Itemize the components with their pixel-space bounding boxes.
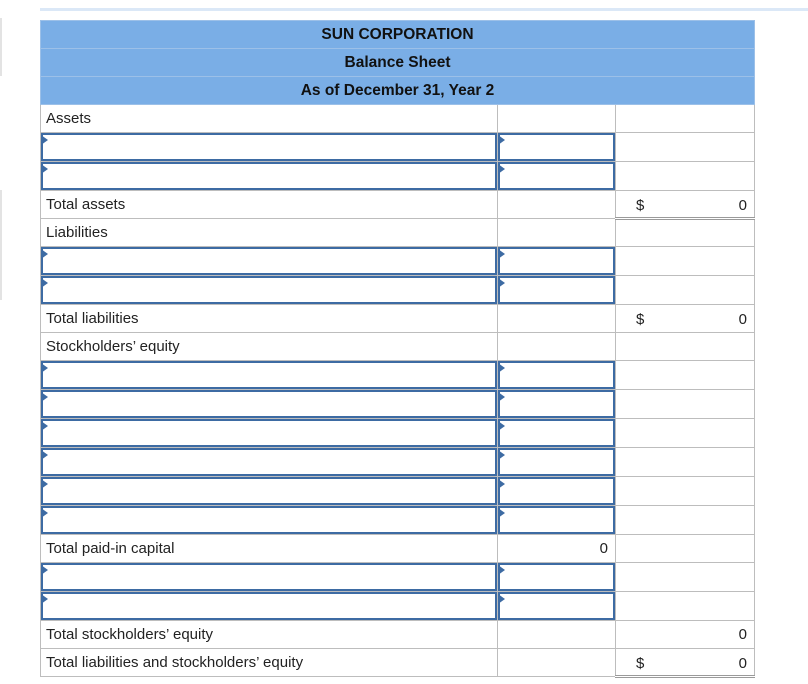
paid-in-input-row: [41, 506, 755, 535]
liability-label-input[interactable]: [41, 276, 497, 304]
empty-cell: [616, 592, 755, 621]
dropdown-marker-icon: [41, 565, 48, 575]
equity-label-input[interactable]: [41, 563, 497, 591]
empty-cell: [616, 133, 755, 162]
paid-in-input-row: [41, 361, 755, 390]
asset-label-input[interactable]: [41, 162, 497, 190]
asset-amount-input[interactable]: [498, 133, 615, 161]
empty-cell: [616, 276, 755, 305]
total-equity-row: [41, 621, 755, 649]
statement-date: As of December 31, Year 2: [41, 77, 755, 105]
header-row: [41, 49, 755, 77]
paid-in-amount-input[interactable]: [498, 419, 615, 447]
total-equity-value: 0: [616, 621, 755, 649]
asset-amount-input[interactable]: [498, 162, 615, 190]
total-liab-equity-amount: [616, 649, 755, 677]
total-liabilities-amount: [616, 305, 755, 333]
paid-in-label-input[interactable]: [41, 506, 497, 534]
asset-input-row: [41, 162, 755, 191]
statement-title: Balance Sheet: [41, 49, 755, 77]
paid-in-amount-input[interactable]: [498, 361, 615, 389]
total-liabilities-row: [41, 305, 755, 333]
dropdown-marker-icon: [41, 278, 48, 288]
section-row: [41, 105, 755, 133]
equity-amount-input[interactable]: [498, 592, 615, 620]
empty-cell: [616, 361, 755, 390]
paid-in-input-row: [41, 390, 755, 419]
dropdown-marker-icon: [498, 392, 505, 402]
empty-cell: [616, 247, 755, 276]
total-assets-label: Total assets: [41, 191, 498, 219]
dropdown-marker-icon: [498, 164, 505, 174]
paid-in-amount-input[interactable]: [498, 448, 615, 476]
total-liabilities-label: Total liabilities: [41, 305, 498, 333]
section-row: [41, 333, 755, 361]
empty-cell: [616, 448, 755, 477]
empty-cell: [498, 305, 616, 333]
empty-cell: [616, 535, 755, 563]
empty-cell: [498, 191, 616, 219]
currency-symbol: $: [636, 655, 645, 672]
total-equity-label: Total stockholders’ equity: [41, 621, 498, 649]
paid-in-label-input[interactable]: [41, 477, 497, 505]
dropdown-marker-icon: [498, 508, 505, 518]
paid-in-amount-input[interactable]: [498, 477, 615, 505]
equity-label-input[interactable]: [41, 592, 497, 620]
empty-cell: [616, 105, 755, 133]
balance-sheet-table: [40, 20, 755, 678]
asset-label-input[interactable]: [41, 133, 497, 161]
total-liab-equity-value: 0: [738, 655, 747, 672]
empty-cell: [616, 333, 755, 361]
left-edge-mark: [0, 190, 2, 300]
header-row: [41, 77, 755, 105]
liabilities-heading: Liabilities: [41, 219, 498, 247]
dropdown-marker-icon: [498, 479, 505, 489]
dropdown-marker-icon: [41, 135, 48, 145]
dropdown-marker-icon: [41, 164, 48, 174]
paid-in-amount-input[interactable]: [498, 506, 615, 534]
dropdown-marker-icon: [498, 249, 505, 259]
top-divider: [40, 8, 808, 11]
total-paid-in-label: Total paid-in capital: [41, 535, 498, 563]
total-liab-equity-row: [41, 649, 755, 677]
dropdown-marker-icon: [41, 508, 48, 518]
dropdown-marker-icon: [41, 392, 48, 402]
total-liab-equity-label: Total liabilities and stockholders’ equity: [41, 649, 498, 677]
paid-in-input-row: [41, 477, 755, 506]
dropdown-marker-icon: [41, 363, 48, 373]
paid-in-amount-input[interactable]: [498, 390, 615, 418]
total-assets-row: [41, 191, 755, 219]
dropdown-marker-icon: [498, 278, 505, 288]
empty-cell: [616, 419, 755, 448]
empty-cell: [616, 390, 755, 419]
liability-amount-input[interactable]: [498, 247, 615, 275]
header-row: [41, 21, 755, 49]
other-equity-input-row: [41, 592, 755, 621]
empty-cell: [616, 219, 755, 247]
paid-in-label-input[interactable]: [41, 448, 497, 476]
total-assets-value: 0: [738, 197, 747, 214]
dropdown-marker-icon: [41, 421, 48, 431]
empty-cell: [498, 621, 616, 649]
liability-amount-input[interactable]: [498, 276, 615, 304]
empty-cell: [498, 333, 616, 361]
currency-symbol: $: [636, 197, 645, 214]
equity-heading: Stockholders’ equity: [41, 333, 498, 361]
asset-input-row: [41, 133, 755, 162]
liability-input-row: [41, 247, 755, 276]
other-equity-input-row: [41, 563, 755, 592]
paid-in-label-input[interactable]: [41, 419, 497, 447]
empty-cell: [616, 162, 755, 191]
currency-symbol: $: [636, 311, 645, 328]
dropdown-marker-icon: [498, 421, 505, 431]
total-paid-in-value: 0: [498, 535, 616, 563]
empty-cell: [498, 219, 616, 247]
dropdown-marker-icon: [41, 249, 48, 259]
empty-cell: [616, 477, 755, 506]
company-name: SUN CORPORATION: [41, 21, 755, 49]
dropdown-marker-icon: [498, 594, 505, 604]
empty-cell: [616, 563, 755, 592]
paid-in-label-input[interactable]: [41, 361, 497, 389]
empty-cell: [498, 649, 616, 677]
dropdown-marker-icon: [498, 135, 505, 145]
dropdown-marker-icon: [41, 479, 48, 489]
dropdown-marker-icon: [41, 450, 48, 460]
total-liabilities-value: 0: [738, 311, 747, 328]
paid-in-label-input[interactable]: [41, 390, 497, 418]
empty-cell: [498, 105, 616, 133]
left-edge-mark: [0, 18, 2, 76]
liability-input-row: [41, 276, 755, 305]
dropdown-marker-icon: [498, 565, 505, 575]
liability-label-input[interactable]: [41, 247, 497, 275]
section-row: [41, 219, 755, 247]
equity-amount-input[interactable]: [498, 563, 615, 591]
paid-in-input-row: [41, 419, 755, 448]
assets-heading: Assets: [41, 105, 498, 133]
total-paid-in-row: [41, 535, 755, 563]
total-assets-amount: [616, 191, 755, 219]
empty-cell: [616, 506, 755, 535]
dropdown-marker-icon: [498, 363, 505, 373]
dropdown-marker-icon: [41, 594, 48, 604]
paid-in-input-row: [41, 448, 755, 477]
dropdown-marker-icon: [498, 450, 505, 460]
